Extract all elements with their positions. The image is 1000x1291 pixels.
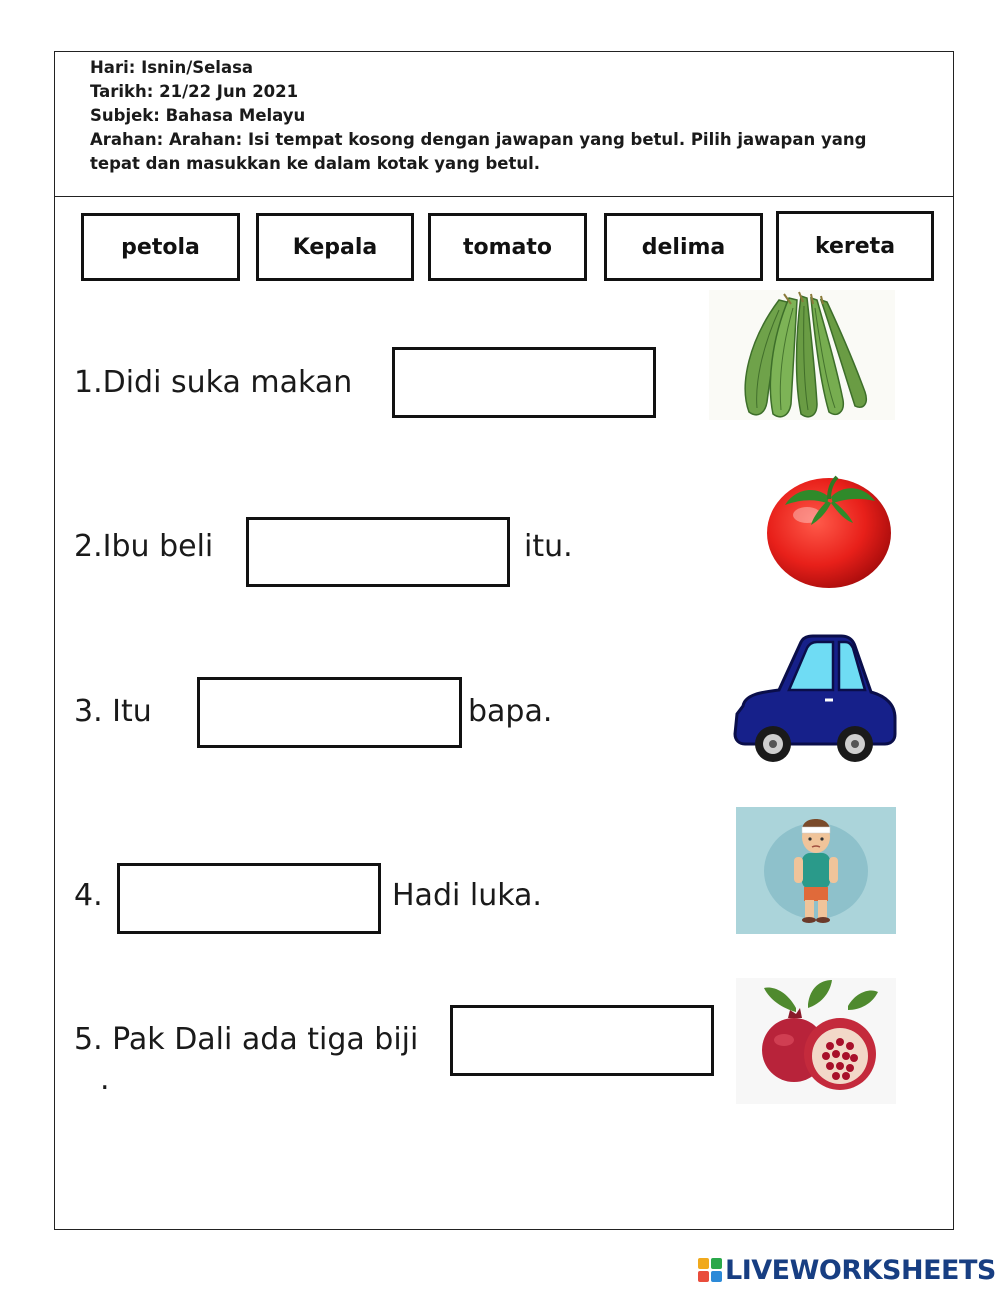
- liveworksheets-logo-icon: [698, 1258, 722, 1282]
- question-5-after: .: [100, 1062, 110, 1097]
- word-option-delima[interactable]: delima: [604, 213, 763, 281]
- answer-box-1[interactable]: [392, 347, 656, 418]
- liveworksheets-logo: [698, 1253, 996, 1287]
- question-4-text: 4.: [74, 878, 103, 913]
- header-day: Hari: Isnin/Selasa: [90, 58, 254, 77]
- luffa-gourd-icon: [709, 290, 895, 420]
- question-4-after: Hadi luka.: [392, 878, 542, 913]
- tomato-icon: [765, 475, 895, 591]
- liveworksheets-brand: LIVEWORKSHEETS: [725, 1254, 996, 1286]
- pomegranate-icon: [736, 978, 896, 1104]
- question-2-text: 2.Ibu beli: [74, 529, 214, 564]
- question-3-text: 3. Itu: [74, 694, 152, 729]
- header-date: Tarikh: 21/22 Jun 2021: [90, 82, 299, 101]
- question-1-text: 1.Didi suka makan: [74, 365, 353, 400]
- header-instruction: Arahan: Arahan: Isi tempat kosong dengan jawapan yang betul. Pilih jawapan yang tepat dan masukkan ke dalam kotak yang betul.: [90, 130, 867, 173]
- header-divider: [54, 196, 954, 197]
- word-option-tomato[interactable]: tomato: [428, 213, 587, 281]
- question-5-text: 5. Pak Dali ada tiga biji: [74, 1022, 419, 1057]
- answer-box-3[interactable]: [197, 677, 462, 748]
- word-option-kepala[interactable]: Kepala: [256, 213, 414, 281]
- question-2-after: itu.: [524, 529, 573, 564]
- worksheet-header: [90, 56, 920, 176]
- question-3-after: bapa.: [468, 694, 553, 729]
- word-option-kereta[interactable]: kereta: [776, 211, 934, 281]
- answer-box-5[interactable]: [450, 1005, 714, 1076]
- car-icon: [733, 634, 897, 768]
- injured-boy-icon: [736, 807, 896, 934]
- header-subject: Subjek: Bahasa Melayu: [90, 106, 306, 125]
- answer-box-4[interactable]: [117, 863, 381, 934]
- answer-box-2[interactable]: [246, 517, 510, 587]
- word-option-petola[interactable]: petola: [81, 213, 240, 281]
